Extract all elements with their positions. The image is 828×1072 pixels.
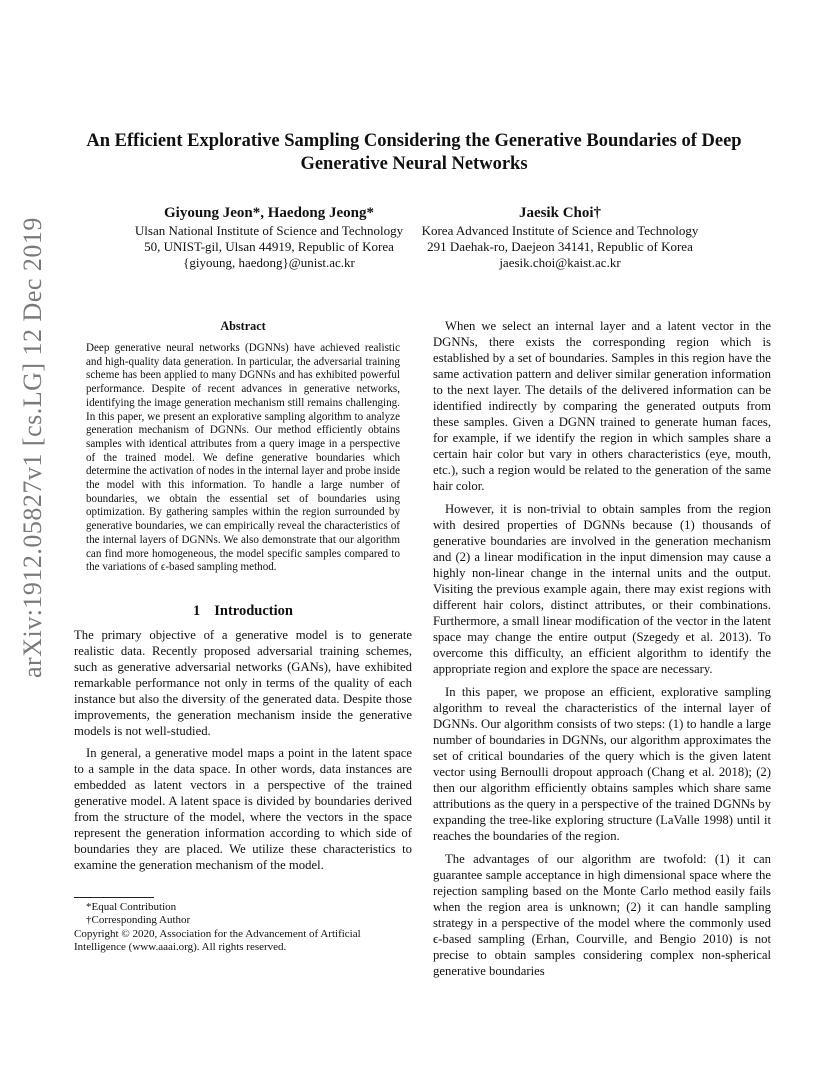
footnote-equal-contribution: *Equal Contribution xyxy=(86,901,177,913)
right-column xyxy=(433,318,771,986)
copyright-notice: Copyright © 2020, Association for the Advancement of Artificial Intelligence (www.aaai.org). All rights reserved. xyxy=(74,927,361,954)
author-block-left xyxy=(129,204,409,271)
affiliation-left: Ulsan National Institute of Science and Technology xyxy=(134,223,404,238)
abstract-text: Deep generative neural networks (DGNNs) have achieved realistic and high-quality data generation. In particular, the adversarial training scheme has been applied to many DGNNs and has exhibited powerful performance. Despite of recent advances in generative networks, identifying the image generation mechanism still remains challenging. In this paper, we present an explorative sampling algorithm to analyze generation mechanism of DGNNs. Our method efficiently obtains samples with identical attributes from a query image in a perspective of the trained model. We define generative boundaries which determine the activation of nodes in the internal layer and probe inside the model with this information. To handle a large number of boundaries, we obtain the essential set of boundaries using optimization. By gathering samples within the region surrounded by generative boundaries, we can empirically reveal the characteristics of the internal layers of DGNNs. We also demonstrate that our algorithm can find more homogeneous, the model specific samples compared to the variations of ϵ-based sampling method. xyxy=(86,342,400,574)
address-left: 50, UNIST-gil, Ulsan 44919, Republic of Korea xyxy=(144,239,394,254)
section-title: Introduction xyxy=(214,602,293,619)
author-block-right xyxy=(416,204,704,271)
footnote-rule xyxy=(74,897,154,898)
body-paragraph-1: When we select an internal layer and a latent vector in the DGNNs, there exists the corresponding region which is established by a set of boundaries. Samples in this region have the same activation pattern and deliver similar generation information to the next layer. The details of the delivered information can be identified indirectly by comparing the generated outputs from these samples. Given a DGNN trained to generate human faces, for example, if we identify the region in which samples share a certain hair color but vary in others characteristics (eye, mouth, etc.), such a region would be related to the generation of the same hair color. xyxy=(433,319,771,493)
intro-paragraph-2: In general, a generative model maps a point in the latent space to a sample in the data space. In other words, data instances are embedded as latent vectors in a perspective of the trained generative model. A latent space is divided by boundaries derived from the structure of the model, where the vectors in the space represent the generation information according to which side of boundaries they are placed. We utilize these characteristics to examine the generation mechanism of the model. xyxy=(74,745,412,872)
affiliation-right: Korea Advanced Institute of Science and Technology xyxy=(421,223,699,238)
arxiv-identifier: arXiv:1912.05827v1 [cs.LG] 12 Dec 2019 xyxy=(18,217,47,678)
author-names-left: Giyoung Jeon*, Haedong Jeong* xyxy=(163,205,375,221)
author-names-right: Jaesik Choi† xyxy=(518,205,602,221)
email-left: {giyoung, haedong}@unist.ac.kr xyxy=(183,255,355,270)
body-paragraph-3: In this paper, we propose an efficient, explorative sampling algorithm to reveal the characteristics of the internal layer of DGNNs. Our algorithm consists of two steps: (1) to handle a large number of boundaries in DGNNs, our algorithm approximates the set of critical boundaries of the query which is the given latent vector using Bernoulli dropout approach (Chang et al. 2018); (2) then our algorithm efficiently obtains samples which share same attributions as the query in a perspective of the trained DGNNs by expanding the tree-like exploring structure (LaValle 1998) until it reaches the boundaries of the region. xyxy=(433,685,771,843)
body-paragraph-2: However, it is non-trivial to obtain samples from the region with desired properties of DGNNs because (1) thousands of generative boundaries are involved in the generation mechanism and (2) a linear modification in the input dimension may cause a highly non-linear change in the internal units and the output. Visiting the previous example again, there may exist regions with different hair colors, distinct attributes, or their combinations. Furthermore, a small linear modification of the vector in the latent space may change the entire output (Szegedy et al. 2013). To overcome this difficulty, an efficient algorithm to identify the appropriate region and explore the space are necessary. xyxy=(433,502,771,676)
address-right: 291 Daehak-ro, Daejeon 34141, Republic of Korea xyxy=(427,239,693,254)
footnotes xyxy=(74,897,412,955)
left-column xyxy=(74,318,412,879)
body-paragraph-4: The advantages of our algorithm are twofold: (1) it can guarantee sample acceptance in high dimensional space where the rejection sampling based on the Monte Carlo method easily fails when the region area is unknown; (2) it can handle sampling strategy in a perspective of the model where the commonly used ϵ-based sampling (Erhan, Courville, and Bengio 2010) is not precise to obtain samples considering complex non-spherical generative boundaries xyxy=(433,852,771,978)
footnote-corresponding-author: †Corresponding Author xyxy=(86,914,191,927)
abstract-heading: Abstract xyxy=(220,319,266,333)
intro-paragraph-1: The primary objective of a generative model is to generate realistic data. Recently proposed adversarial training schemes, such as generative adversarial networks (GANs), have exhibited remarkable performance not only in terms of the quality of each instance but also the diversity of the generated data. Despite those improvements, the generation mechanism inside the generative models is not well-studied. xyxy=(74,627,412,738)
section-number: 1 xyxy=(193,602,201,619)
paper-title: An Efficient Explorative Sampling Considering the Generative Boundaries of Deep Generative Neural Networks xyxy=(86,131,742,174)
email-right: jaesik.choi@kaist.ac.kr xyxy=(499,255,621,270)
section-heading-introduction xyxy=(74,603,412,619)
